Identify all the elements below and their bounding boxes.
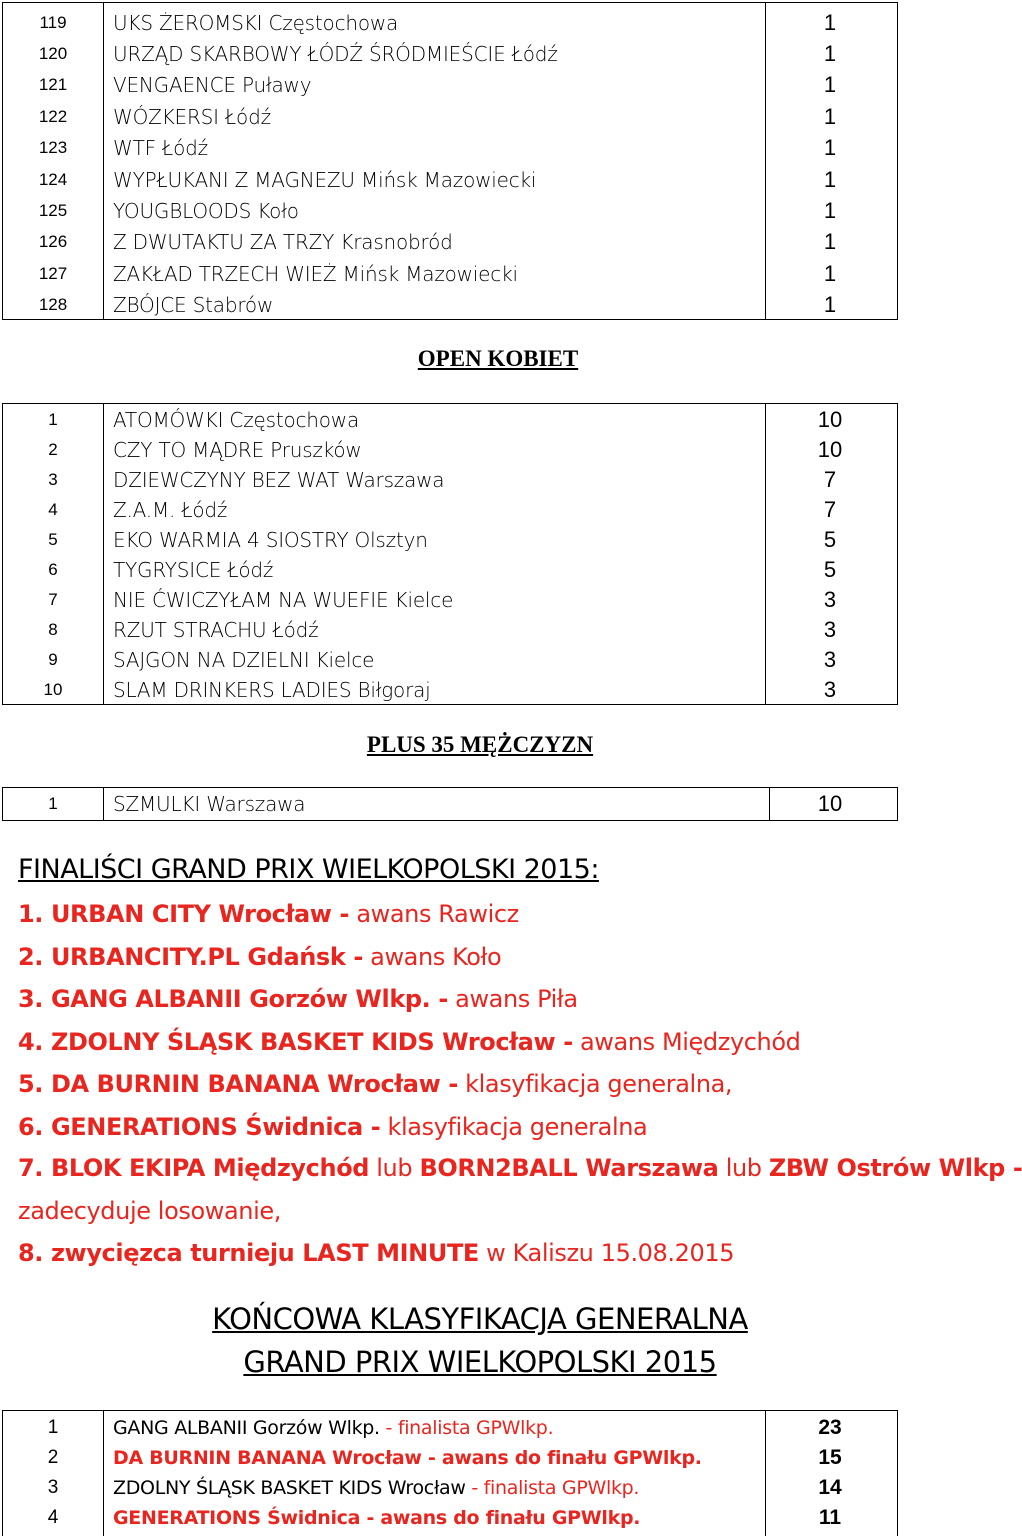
- table-row: [3, 1443, 897, 1473]
- points-cell: 3: [823, 677, 837, 702]
- team-name-cell: SLAM DRINKERS LADIES Biłgoraj: [113, 678, 431, 702]
- column-divider: [765, 404, 766, 704]
- team-name: DA BURNIN BANANA Wrocław - awans do finału GPWlkp.: [113, 1447, 702, 1469]
- team-name-cell: VENGAENCE Puławy: [113, 73, 312, 98]
- table-row: [3, 7, 897, 38]
- points-cell: 1: [823, 135, 837, 161]
- open-kobiet-table: [2, 403, 898, 705]
- team-name-cell: WYPŁUKANI Z MAGNEZU Mińsk Mazowiecki: [113, 167, 537, 192]
- table-row: [3, 164, 897, 195]
- column-divider: [765, 1411, 766, 1536]
- table-row: [3, 585, 897, 615]
- team-name: ZDOLNY ŚLĄSK BASKET KIDS Wrocław: [113, 1477, 466, 1499]
- rank-cell: 7: [48, 590, 58, 609]
- team-name-cell: [103, 1417, 763, 1439]
- table-row: [3, 435, 897, 465]
- plus35-table: [2, 787, 898, 821]
- table-row: [3, 495, 897, 525]
- team-name-cell: ATOMÓWKI Częstochowa: [113, 408, 360, 432]
- rank-cell: 9: [48, 650, 58, 669]
- rank-cell: 8: [48, 620, 58, 639]
- team-name-cell: WÓZKERSI Łódź: [113, 104, 271, 129]
- rank-cell: 124: [38, 169, 68, 189]
- points-cell: 5: [823, 557, 837, 582]
- team-note: - finalista GPWlkp.: [465, 1477, 640, 1499]
- team-name-cell: ZBÓJCE Stabrów: [113, 293, 274, 318]
- team-name-cell: DZIEWCZYNY BEZ WAT Warszawa: [113, 468, 445, 492]
- table-row: [3, 788, 897, 820]
- column-divider: [103, 788, 104, 820]
- finalist-line: 6. GENERATIONS Świdnica - klasyfikacja generalna: [18, 1113, 648, 1141]
- points-cell: 14: [818, 1476, 842, 1499]
- rank-cell: 4: [47, 1507, 59, 1528]
- team-name-cell: WTF Łódź: [113, 136, 208, 161]
- finalist-line: 2. URBANCITY.PL Gdańsk - awans Koło: [18, 942, 502, 971]
- team-name-cell: Z DWUTAKTU ZA TRZY Krasnobród: [113, 230, 453, 255]
- points-cell: 10: [817, 791, 843, 816]
- rank-cell: 2: [47, 1447, 59, 1468]
- rank-cell: 122: [38, 106, 68, 126]
- finalists-title: FINALIŚCI GRAND PRIX WIELKOPOLSKI 2015:: [18, 854, 599, 885]
- table-row: [3, 465, 897, 495]
- table-row: [3, 290, 897, 321]
- table-row: [3, 525, 897, 555]
- points-cell: 1: [823, 103, 837, 129]
- points-cell: 3: [823, 617, 837, 642]
- points-cell: 23: [818, 1416, 842, 1439]
- finalist-line: 3. GANG ALBANII Gorzów Wlkp. - awans Piła: [18, 985, 578, 1014]
- rank-cell: 125: [38, 201, 68, 221]
- rank-cell: 6: [48, 560, 58, 579]
- general-table: [2, 1410, 898, 1536]
- rank-cell: 123: [38, 138, 68, 158]
- rank-cell: 1: [48, 410, 58, 429]
- results-table-top: [2, 2, 898, 320]
- rank-cell: 128: [38, 295, 68, 315]
- table-row: [3, 227, 897, 258]
- team-name-cell: [103, 1507, 763, 1529]
- rank-cell: 126: [38, 232, 68, 252]
- points-cell: 3: [823, 647, 837, 672]
- team-name-cell: EKO WARMIA 4 SIOSTRY Olsztyn: [113, 528, 428, 552]
- rank-cell: 120: [38, 44, 68, 64]
- table-row: [3, 405, 897, 435]
- table-row: [3, 555, 897, 585]
- table-row: [3, 101, 897, 132]
- rank-cell: 3: [47, 1477, 59, 1498]
- rank-cell: 2: [48, 440, 58, 459]
- team-note: - finalista GPWlkp.: [379, 1417, 554, 1439]
- team-name-cell: SAJGON NA DZIELNI Kielce: [113, 648, 375, 672]
- rank-cell: 1: [48, 794, 58, 813]
- rank-cell: 4: [48, 500, 58, 519]
- table-row: [3, 1473, 897, 1503]
- column-divider: [103, 1411, 104, 1536]
- general-title-1: KOŃCOWA KLASYFIKACJA GENERALNA: [212, 1302, 748, 1336]
- table-row: [3, 70, 897, 101]
- rank-cell: 3: [48, 470, 58, 489]
- rank-cell: 5: [48, 530, 58, 549]
- team-name-cell: YOUGBLOODS Koło: [113, 199, 299, 224]
- points-cell: 1: [823, 41, 837, 67]
- finalist-line-8: 8. zwycięzca turnieju LAST MINUTE w Kaliszu 15.08.2015: [18, 1239, 735, 1267]
- team-name: GENERATIONS Świdnica - awans do finału GPWlkp.: [113, 1507, 641, 1529]
- team-name-cell: Z.A.M. Łódź: [113, 498, 228, 522]
- points-cell: 10: [817, 437, 843, 462]
- team-name-cell: ZAKŁAD TRZECH WIEŻ Mińsk Mazowiecki: [113, 261, 518, 286]
- points-cell: 5: [823, 527, 837, 552]
- general-title-2: GRAND PRIX WIELKOPOLSKI 2015: [243, 1345, 717, 1379]
- points-cell: 7: [823, 497, 837, 522]
- column-divider: [103, 3, 104, 319]
- table-row: [3, 258, 897, 289]
- table-row: [3, 1413, 897, 1443]
- team-name-cell: [103, 1477, 763, 1499]
- rank-cell: 119: [39, 12, 67, 32]
- team-name-cell: TYGRYSICE Łódź: [113, 558, 274, 582]
- points-cell: 1: [823, 198, 837, 224]
- team-name: GANG ALBANII Gorzów Wlkp.: [113, 1417, 380, 1439]
- column-divider: [765, 3, 766, 319]
- table-row: [3, 38, 897, 69]
- open-kobiet-title: OPEN KOBIET: [417, 346, 579, 371]
- team-name-cell: CZY TO MĄDRE Pruszków: [113, 438, 362, 462]
- team-name-cell: NIE ĆWICZYŁAM NA WUEFIE Kielce: [113, 588, 454, 612]
- table-row: [3, 645, 897, 675]
- team-name-cell: UKS ŻEROMSKI Częstochowa: [113, 10, 399, 35]
- points-cell: 7: [823, 467, 837, 492]
- table-row: [3, 133, 897, 164]
- rank-cell: 127: [38, 263, 68, 283]
- points-cell: 1: [823, 229, 837, 255]
- team-name-cell: RZUT STRACHU Łódź: [113, 618, 319, 642]
- points-cell: 3: [823, 587, 837, 612]
- points-cell: 1: [823, 72, 837, 98]
- team-name-cell: [103, 1447, 763, 1469]
- table-row: [3, 1503, 897, 1533]
- points-cell: 1: [823, 260, 837, 286]
- finalist-line: 4. ZDOLNY ŚLĄSK BASKET KIDS Wrocław - awans Międzychód: [18, 1027, 801, 1056]
- points-cell: 1: [823, 292, 837, 318]
- rank-cell: 121: [38, 75, 68, 95]
- team-name-cell: URZĄD SKARBOWY ŁÓDŹ ŚRÓDMIEŚCIE Łódź: [113, 42, 558, 67]
- table-row: [3, 615, 897, 645]
- finalist-line-7-cont: zadecyduje losowanie,: [18, 1197, 281, 1225]
- rank-cell: 1: [47, 1417, 59, 1438]
- rank-cell: 10: [43, 680, 63, 699]
- finalist-line-7: 7. BLOK EKIPA Międzychód lub BORN2BALL Warszawa lub ZBW Ostrów Wlkp -: [18, 1154, 1022, 1182]
- points-cell: 1: [823, 9, 837, 35]
- table-row: [3, 195, 897, 226]
- finalist-line: 5. DA BURNIN BANANA Wrocław - klasyfikacja generalna,: [18, 1070, 733, 1099]
- column-divider: [769, 788, 770, 820]
- finalist-line: 1. URBAN CITY Wrocław - awans Rawicz: [18, 900, 519, 928]
- points-cell: 11: [818, 1506, 842, 1529]
- table-row: [3, 675, 897, 705]
- team-name-cell: SZMULKI Warszawa: [113, 792, 306, 816]
- points-cell: 10: [817, 407, 843, 432]
- points-cell: 15: [818, 1446, 842, 1469]
- plus35-title: PLUS 35 MĘŻCZYZN: [366, 732, 594, 757]
- points-cell: 1: [823, 166, 837, 192]
- column-divider: [103, 404, 104, 704]
